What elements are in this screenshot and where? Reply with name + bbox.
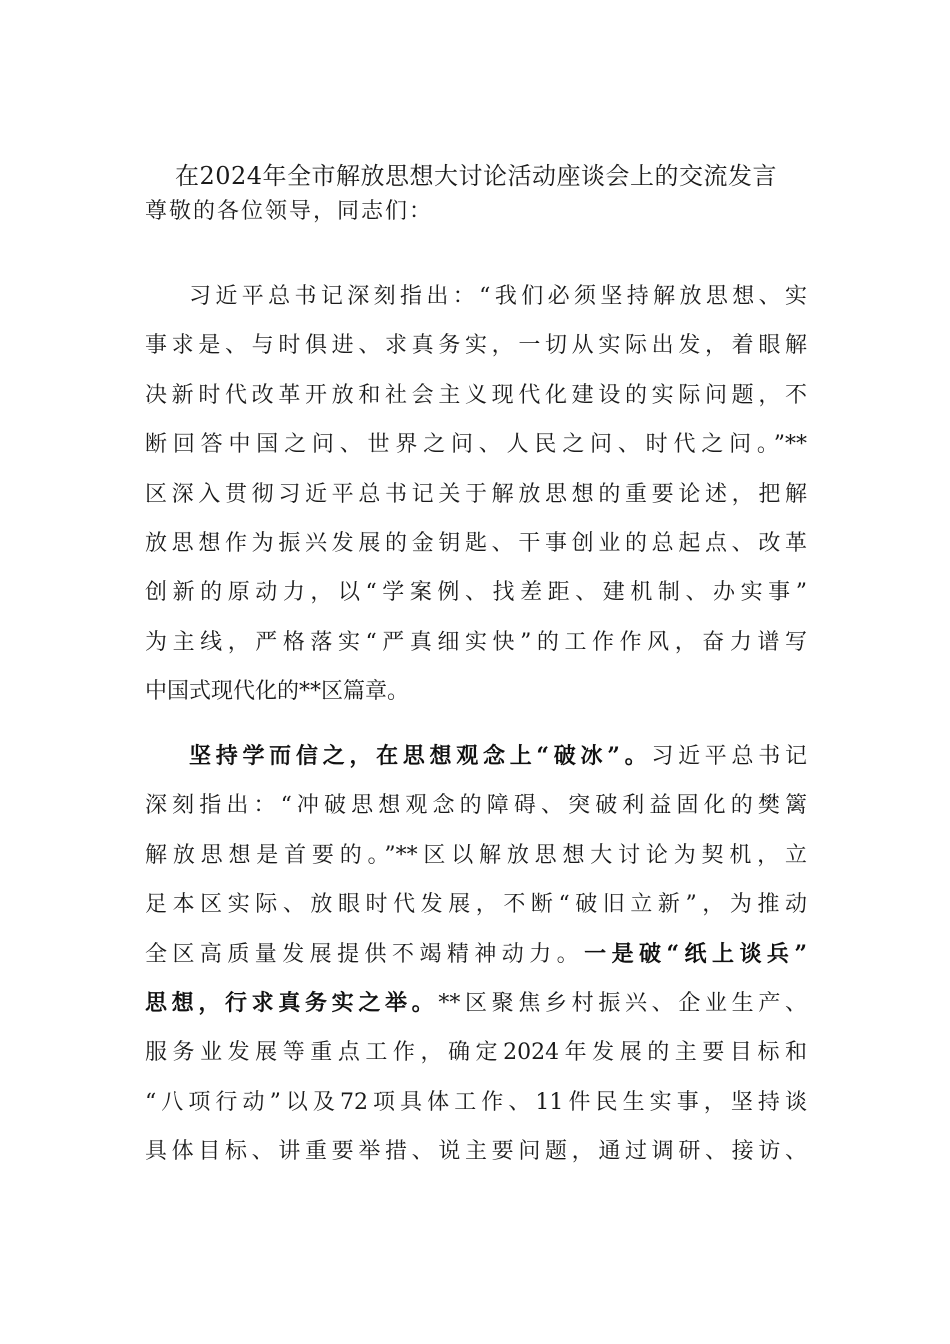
paragraph-line: [145, 930, 807, 979]
paragraph-line: 为主线，严格落实“严真细实快”的工作作风，奋力谱写: [145, 629, 807, 655]
paragraph-text: **区聚焦乡村振兴、企业生产、: [438, 990, 807, 1016]
paragraph-line: [145, 732, 807, 781]
subsection-heading: 思想，行求真务实之举。: [145, 989, 439, 1016]
paragraph-line: 服务业发展等重点工作，确定2024年发展的主要目标和: [145, 1040, 807, 1066]
paragraph-line: 中国式现代化的**区篇章。: [145, 679, 410, 705]
paragraph-text: 习近平总书记: [651, 744, 807, 769]
paragraph-line: 事求是、与时俱进、求真务实，一切从实际出发，着眼解: [145, 333, 807, 359]
paragraph-line: 创新的原动力，以“学案例、找差距、建机制、办实事”: [145, 580, 807, 606]
paragraph-intro: [145, 272, 807, 717]
paragraph-line: 放思想作为振兴发展的金钥匙、干事创业的总起点、改革: [145, 530, 807, 556]
paragraph-section-one: [145, 732, 807, 1177]
subsection-heading: 一是破“纸上谈兵”: [584, 940, 807, 967]
salutation: 尊敬的各位领导，同志们：: [145, 199, 434, 224]
section-heading: 坚持学而信之，在思想观念上“破冰”。: [189, 743, 652, 769]
paragraph-line: 决新时代改革开放和社会主义现代化建设的实际问题，不: [145, 382, 807, 408]
paragraph-line: “八项行动”以及72项具体工作、11件民生实事，坚持谈: [145, 1089, 807, 1115]
document-title: 在2024年全市解放思想大讨论活动座谈会上的交流发言: [174, 162, 778, 190]
paragraph-line: 习近平总书记深刻指出：“我们必须坚持解放思想、实: [189, 284, 807, 309]
paragraph-line: 断回答中国之问、世界之问、人民之问、时代之问。”**: [145, 432, 807, 458]
paragraph-line: 深刻指出：“冲破思想观念的障碍、突破利益固化的樊篱: [145, 793, 807, 819]
paragraph-line: 解放思想是首要的。”**区以解放思想大讨论为契机，立: [145, 842, 807, 868]
paragraph-text: 全区高质量发展提供不竭精神动力。: [145, 941, 585, 967]
paragraph-line: [145, 979, 807, 1028]
paragraph-line: 足本区实际、放眼时代发展，不断“破旧立新”，为推动: [145, 892, 807, 918]
paragraph-line: 具体目标、讲重要举措、说主要问题，通过调研、接访、: [145, 1139, 807, 1165]
paragraph-line: 区深入贯彻习近平总书记关于解放思想的重要论述，把解: [145, 481, 807, 507]
